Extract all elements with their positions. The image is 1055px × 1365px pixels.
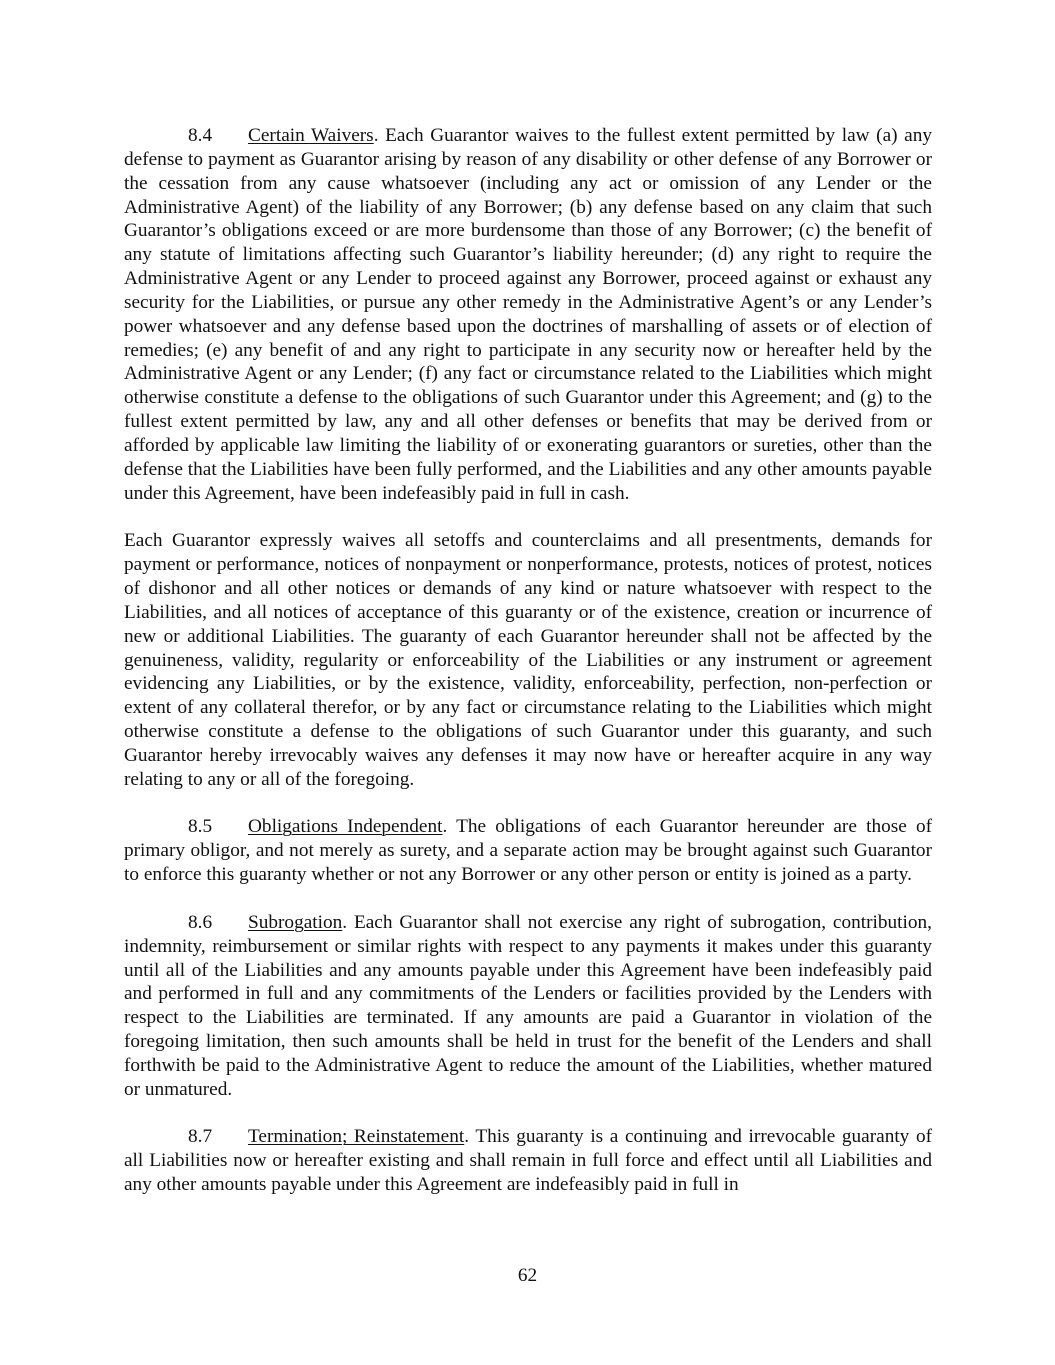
section-number: 8.7 (188, 1126, 213, 1148)
section-text: . The obligations of each Guarantor hereunder are those of primary obligor, and not merely as surety, and a separate action may be brought against such Guarantor to enforce this guaranty whether or not any Borrower or any other person or entity is joined as a party. (124, 816, 933, 886)
section-8-6 (124, 911, 932, 1102)
section-heading: Certain Waivers (248, 125, 374, 146)
waiver-paragraph (124, 529, 932, 791)
document-body (124, 124, 932, 1221)
section-8-7 (124, 1125, 932, 1197)
paragraph-text: Each Guarantor expressly waives all setoffs and counterclaims and all presentments, demands for payment or performance, notices of nonpayment or nonperformance, protests, notices of protest, notices of dishonor and all other notices or demands of any kind or nature whatsoever with respect to the Liabilities, and all notices of acceptance of this guaranty or of the existence, creation or incurrence of new or additional Liabilities. The guaranty of each Guarantor hereunder shall not be affected by the genuineness, validity, regularity or enforceability of the Liabilities or any instrument or agreement evidencing any Liabilities, or by the existence, validity, enforceability, perfection, non-perfection or extent of any collateral therefor, or by any fact or circumstance relating to the Liabilities which might otherwise constitute a defense to the obligations of such Guarantor under this guaranty, and such Guarantor hereby irrevocably waives any defenses it may now have or hereafter acquire in any way relating to any or all of the foregoing. (124, 530, 932, 790)
section-heading: Subrogation (248, 911, 343, 933)
section-text: . Each Guarantor waives to the fullest extent permitted by law (a) any defense to payment as Guarantor arising by reason of any disability or other defense of any Borrower or the cessation from any cause whatsoever (including any act or omission of any Lender or the Administrative Agent) of the liability of any Borrower; (b) any defense based on any claim that such Guarantor’s obligations exceed or are more burdensome than those of any Borrower; (c) the benefit of any statute of limitations affecting such Guarantor’s liability hereunder; (d) any right to require the Administrative Agent or any Lender to proceed against any Borrower, proceed against or exhaust any security for the Liabilities, or pursue any other remedy in the Administrative Agent’s or any Lender’s power whatsoever and any defense based upon the doctrines of marshalling of assets or of election of remedies; (e) any benefit of and any right to participate in any security now or hereafter held by the Administrative Agent or any Lender; (f) any fact or circumstance related to the Liabilities which might otherwise constitute a defense to the obligations of such Guarantor under this Agreement; and (g) to the fullest extent permitted by law, any and all other defenses or benefits that may be derived from or afforded by applicable law limiting the liability of or exonerating guarantors or sureties, other than the defense that the Liabilities have been fully performed, and the Liabilities and any other amounts payable under this Agreement, have been indefeasibly paid in full in cash. (124, 125, 932, 504)
section-8-5 (124, 815, 932, 887)
section-number: 8.5 (188, 816, 213, 838)
section-8-4 (124, 124, 932, 506)
section-text: . Each Guarantor shall not exercise any right of subrogation, contribution, indemnity, reimbursement or similar rights with respect to any payments it makes under this guaranty until all of the Liabilities and any amounts payable under this Agreement have been indefeasibly paid and performed in full and any commitments of the Lenders or facilities provided by the Lenders with respect to the Liabilities are terminated. If any amounts are paid a Guarantor in violation of the foregoing limitation, then such amounts shall be held in trust for the benefit of the Lenders and shall forthwith be paid to the Administrative Agent to reduce the amount of the Liabilities, whether matured or unmatured. (124, 911, 932, 1100)
page-number: 62 (517, 1265, 538, 1286)
section-heading: Termination; Reinstatement (248, 1126, 465, 1148)
section-number: 8.4 (188, 125, 213, 146)
section-number: 8.6 (188, 911, 213, 933)
section-heading: Obligations Independent (248, 816, 443, 838)
section-text: . This guaranty is a continuing and irrevocable guaranty of all Liabilities now or hereafter existing and shall remain in full force and effect until all Liabilities and any other amounts payable under this Agreement are indefeasibly paid in full in (124, 1126, 933, 1196)
